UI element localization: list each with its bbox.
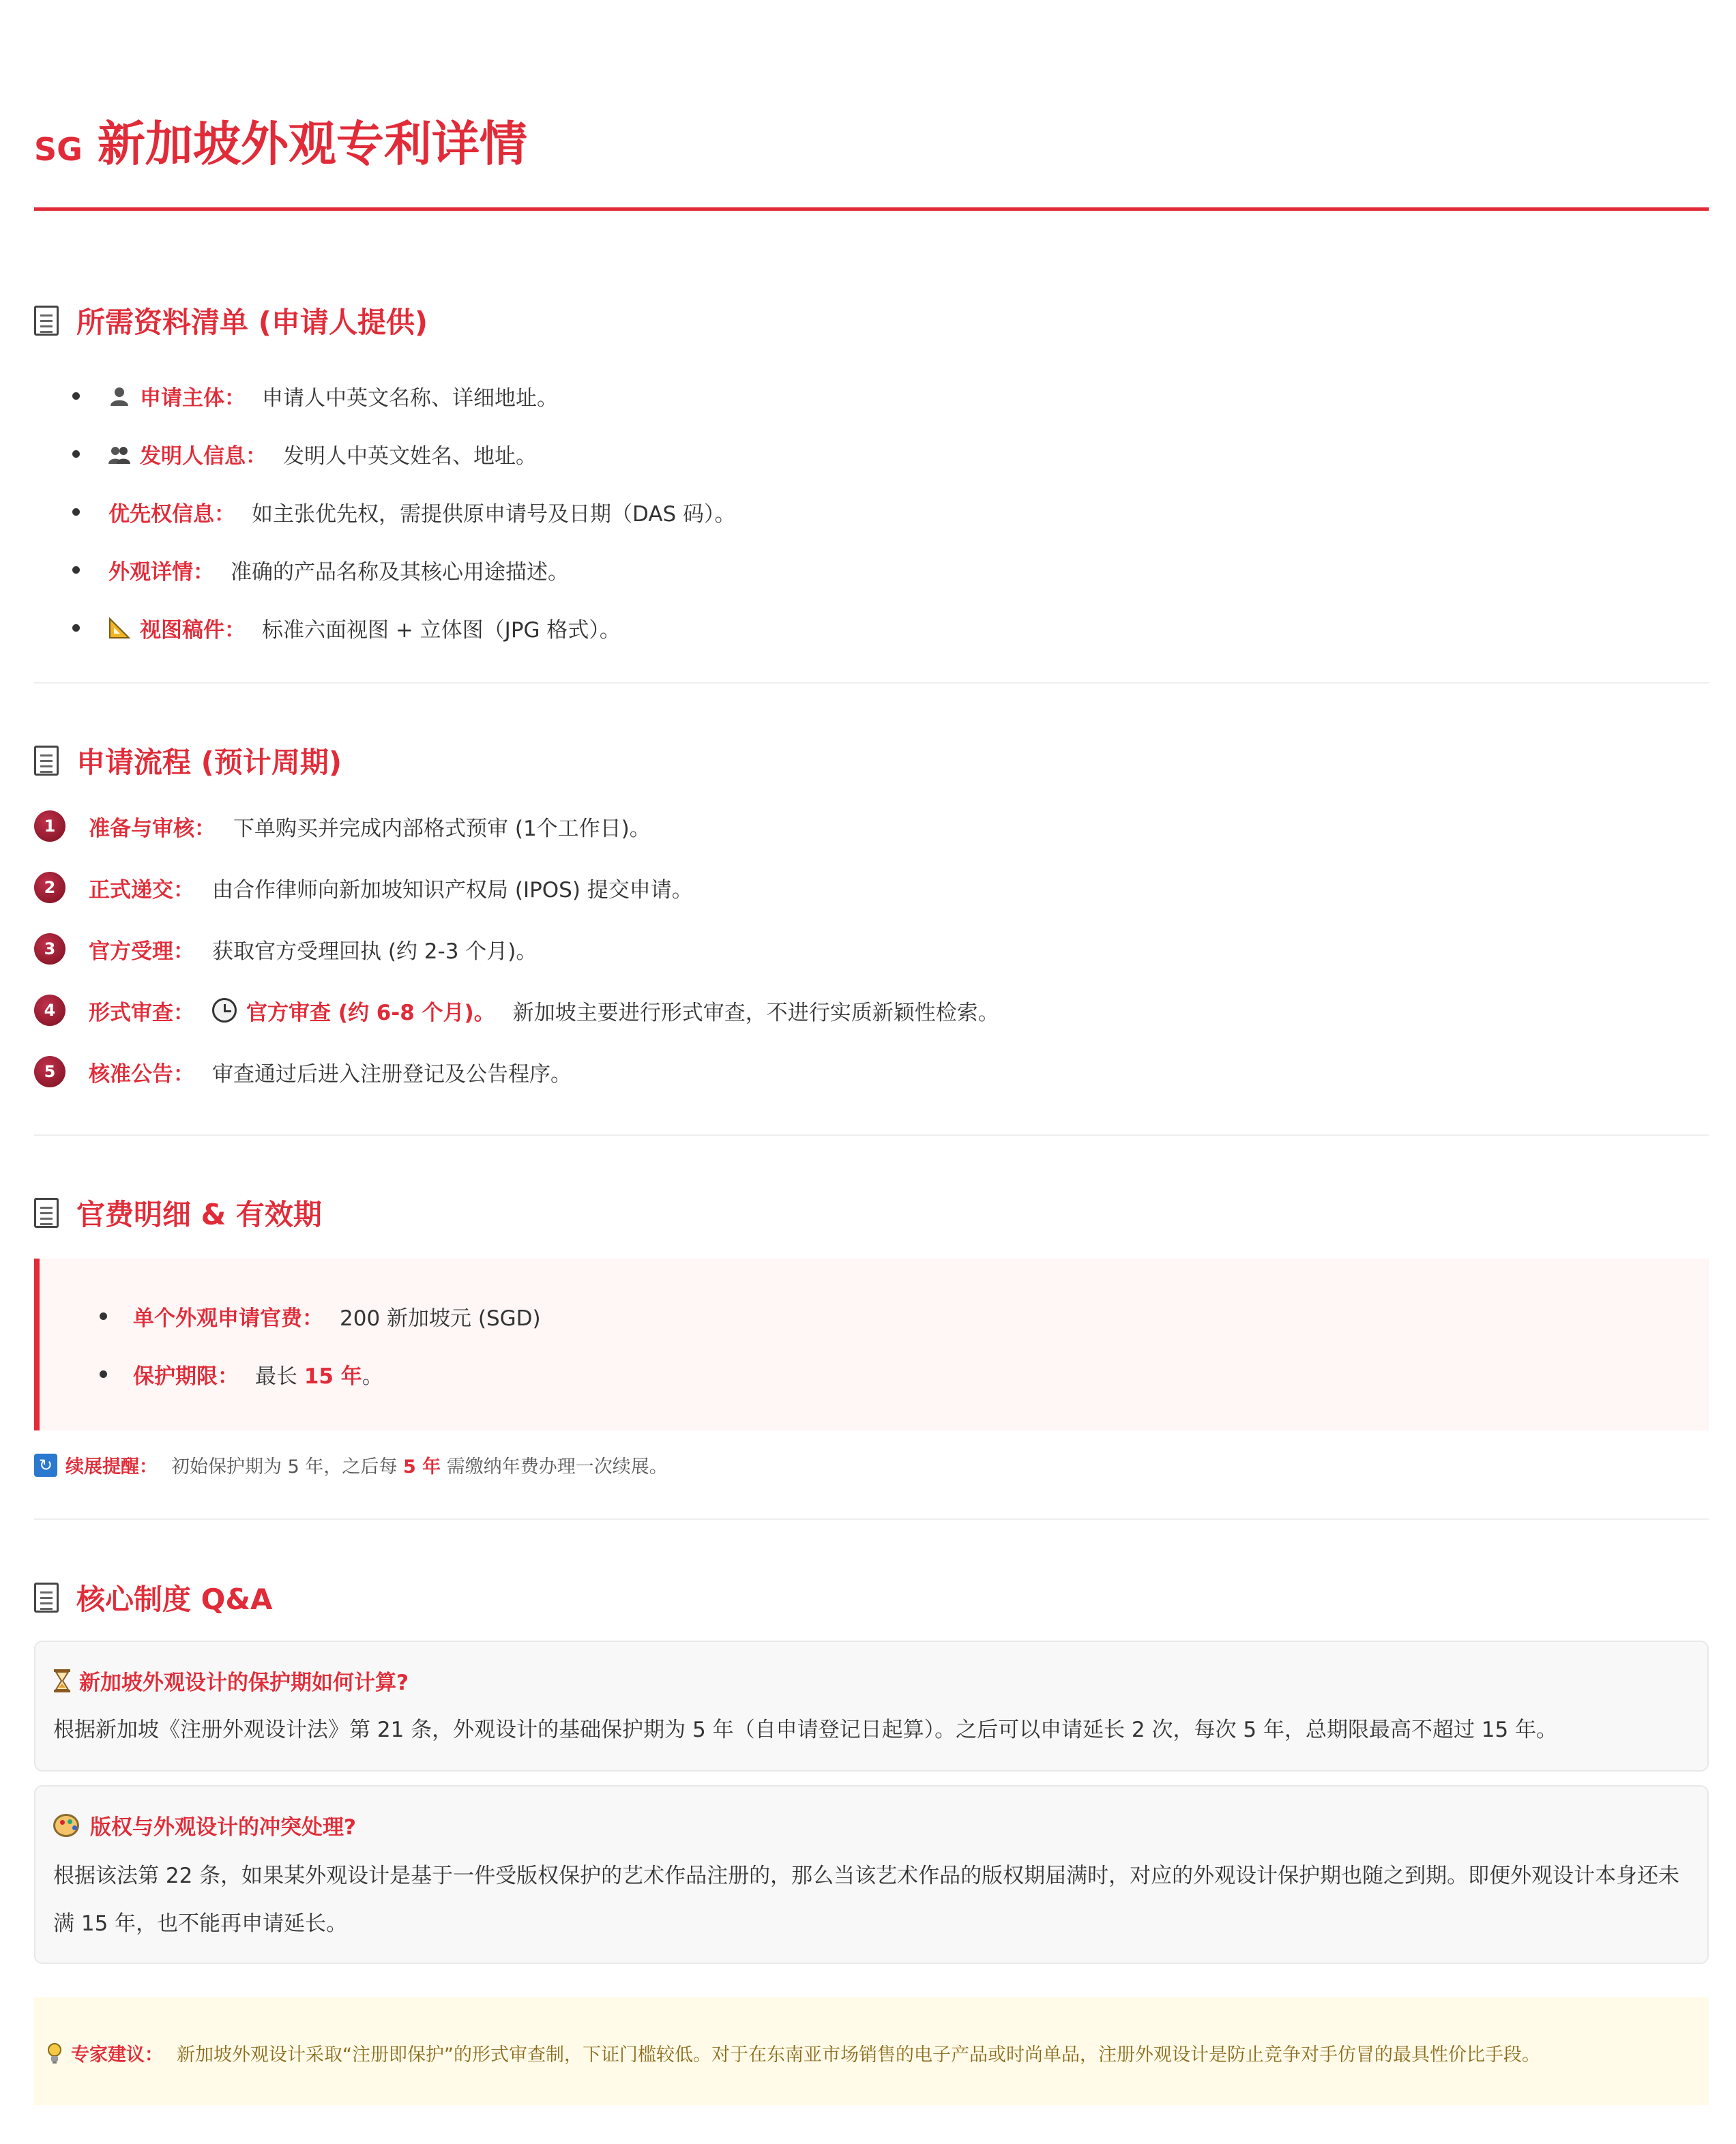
step-number-badge: 3: [34, 933, 65, 965]
bullet-dot: [100, 1312, 107, 1320]
triangle-ruler-icon: [108, 617, 130, 639]
fee-label: 单个外观申请官费：: [133, 1306, 323, 1331]
renewal-text-after: 需缴纳年费办理一次续展。: [441, 1456, 668, 1478]
step-label: 核准公告：: [89, 1061, 194, 1087]
section-divider: [34, 682, 1709, 684]
materials-heading-text: 所需资料清单 (申请人提供): [76, 306, 428, 339]
process-heading: [34, 740, 342, 781]
clock-icon: [212, 998, 237, 1023]
fee-value: 200 新加坡元 (SGD): [340, 1306, 541, 1331]
list-item: [34, 613, 621, 643]
step-number-badge: 5: [34, 1056, 65, 1087]
step-label: 正式递交：: [89, 877, 194, 902]
tip-text: 新加坡外观设计采取“注册即保护”的形式审查制，下证门槛较低。对于在东南亚市场销售的电子产品或时尚单品，注册外观设计是防止竞争对手仿冒的最具性价比手段。: [177, 2044, 1540, 2066]
people-icon: [108, 443, 130, 465]
title-underline: [34, 207, 1709, 211]
process-step: [34, 1056, 572, 1087]
item-value: 申请人中英文名称、详细地址。: [262, 386, 558, 411]
step-number-badge: 1: [34, 810, 65, 842]
item-value: 如主张优先权，需提供原申请号及日期（DAS 码）。: [252, 502, 736, 527]
expert-tip: [46, 2040, 1540, 2066]
refresh-icon: ↻: [34, 1454, 57, 1477]
renewal-text-before: 初始保护期为 5 年，之后每: [171, 1456, 403, 1478]
qa-answer: 根据该法第 22 条，如果某外观设计是基于一件受版权保护的艺术作品注册的，那么当该艺术作品的版权期届满时，对应的外观设计保护期也随之到期。即便外观设计本身还未满 15 年，也不能再申请延长。: [53, 1864, 1680, 1936]
qa-answer: 根据新加坡《注册外观设计法》第 21 条，外观设计的基础保护期为 5 年（自申请登记日起算）。之后可以申请延长 2 次，每次 5 年，总期限最高不超过 15 年。: [53, 1718, 1558, 1742]
step-value: 获取官方受理回执 (约 2-3 个月)。: [212, 939, 538, 964]
bullet-dot: [100, 1370, 107, 1378]
step-value: 审查通过后进入注册登记及公告程序。: [212, 1061, 572, 1087]
item-label: 视图稿件：: [140, 618, 246, 643]
qa-card: [34, 1785, 1709, 1964]
qa-heading-text: 核心制度 Q&A: [76, 1583, 273, 1616]
process-step: [34, 872, 693, 903]
list-item: [34, 381, 558, 411]
fee-value-suffix: 。: [362, 1364, 383, 1389]
materials-heading: [34, 300, 428, 341]
qa-question: [53, 1665, 409, 1696]
step-label: 形式审查：: [89, 1000, 194, 1025]
fee-label: 保护期限：: [133, 1364, 239, 1389]
fee-value-bold: 15 年: [304, 1364, 362, 1389]
item-label: 申请主体：: [140, 386, 246, 411]
qa-heading: [34, 1577, 272, 1618]
hourglass-icon: [53, 1669, 71, 1693]
qa-question: [53, 1810, 356, 1840]
list-item: [40, 1301, 541, 1332]
document-icon: [34, 746, 59, 776]
list-item: [34, 497, 736, 527]
qa-question-text: 版权与外观设计的冲突处理?: [90, 1815, 356, 1840]
bullet-dot: [72, 450, 80, 458]
item-label: 外观详情：: [108, 560, 214, 585]
list-item: [40, 1359, 383, 1390]
fees-heading: [34, 1192, 322, 1233]
fee-callout: [34, 1259, 1709, 1430]
bullet-dot: [72, 566, 80, 574]
fee-value-prefix: 最长: [255, 1364, 304, 1389]
section-divider: [34, 1134, 1709, 1136]
expert-tip-callout: [34, 1997, 1709, 2105]
step-number-badge: 4: [34, 995, 65, 1026]
document-icon: [34, 1583, 59, 1613]
document-icon: [34, 306, 59, 336]
qa-question-text: 新加坡外观设计的保护期如何计算?: [79, 1671, 409, 1695]
process-step: [34, 995, 999, 1026]
renewal-text-bold: 5 年: [402, 1456, 441, 1478]
list-item: [34, 439, 537, 469]
person-icon: [108, 385, 130, 407]
step-number-badge: 2: [34, 872, 65, 903]
tip-label: 专家建议：: [71, 2044, 163, 2066]
item-label: 优先权信息：: [108, 502, 235, 527]
qa-card: [34, 1641, 1709, 1772]
document-icon: [34, 1198, 59, 1228]
bullet-dot: [72, 392, 80, 400]
renewal-reminder: [34, 1452, 668, 1478]
fees-heading-text: 官费明细 & 有效期: [76, 1198, 322, 1231]
process-step: [34, 810, 651, 842]
palette-icon: [53, 1814, 79, 1837]
bullet-dot: [72, 624, 80, 632]
item-value: 准确的产品名称及其核心用途描述。: [231, 560, 569, 585]
section-divider: [34, 1518, 1709, 1520]
lightbulb-icon: [46, 2042, 63, 2064]
page-title-text: 新加坡外观专利详情: [97, 116, 527, 172]
item-label: 发明人信息：: [140, 444, 267, 469]
renewal-label: 续展提醒：: [65, 1456, 158, 1478]
step-highlight: 官方审查 (约 6-8 个月)。: [246, 1000, 495, 1025]
step-value: 下单购买并完成内部格式预审 (1个工作日)。: [233, 816, 651, 841]
step-value: 由合作律师向新加坡知识产权局 (IPOS) 提交申请。: [212, 877, 693, 902]
step-label: 官方受理：: [89, 939, 194, 964]
item-value: 发明人中英文姓名、地址。: [283, 444, 537, 469]
item-value: 标准六面视图 + 立体图（JPG 格式）。: [262, 618, 621, 643]
process-step: [34, 933, 537, 965]
process-heading-text: 申请流程 (预计周期): [76, 746, 342, 779]
bullet-dot: [72, 508, 80, 516]
page-title: [34, 106, 527, 175]
step-label: 准备与审核：: [89, 816, 216, 841]
country-flag: SG: [34, 131, 83, 168]
list-item: [34, 555, 569, 585]
step-value: 新加坡主要进行形式审查，不进行实质新颖性检索。: [512, 1000, 999, 1025]
